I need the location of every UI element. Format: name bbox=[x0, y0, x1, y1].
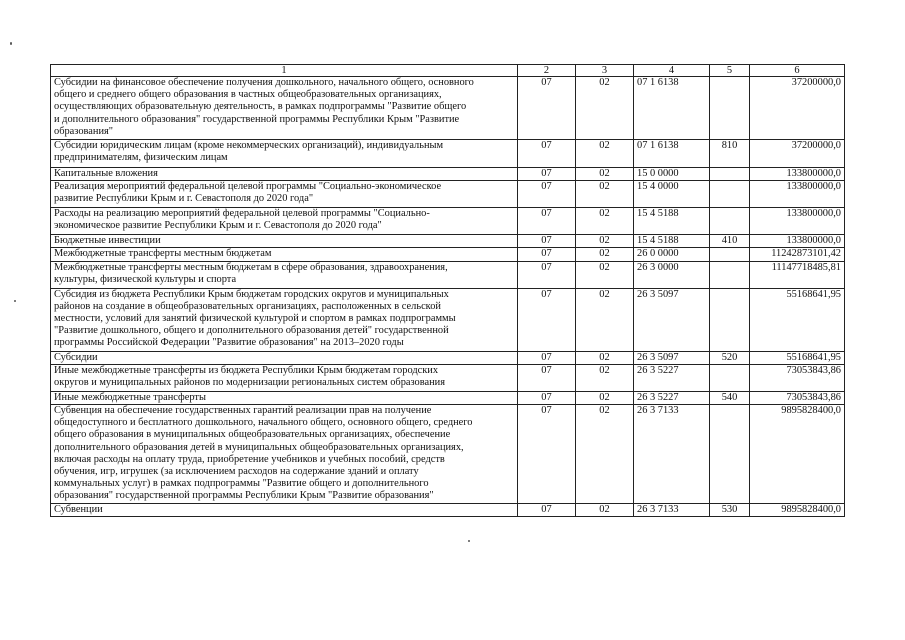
row-section: 07 bbox=[518, 504, 576, 517]
table-row bbox=[51, 364, 845, 391]
row-subsection: 02 bbox=[576, 504, 634, 517]
row-amount: 73053843,86 bbox=[750, 391, 845, 404]
column-number-3: 3 bbox=[576, 65, 634, 77]
row-name: Субсидии bbox=[51, 351, 518, 364]
row-section: 07 bbox=[518, 208, 576, 235]
column-number-2: 2 bbox=[518, 65, 576, 77]
scan-speck bbox=[468, 540, 470, 542]
row-expense-type bbox=[710, 288, 750, 351]
row-name: Капитальные вложения bbox=[51, 168, 518, 181]
row-subsection: 02 bbox=[576, 405, 634, 504]
row-target-code: 15 4 5188 bbox=[634, 235, 710, 248]
row-amount: 133800000,0 bbox=[750, 235, 845, 248]
row-amount: 133800000,0 bbox=[750, 181, 845, 208]
row-section: 07 bbox=[518, 288, 576, 351]
row-expense-type: 520 bbox=[710, 351, 750, 364]
row-name: Иные межбюджетные трансферты из бюджета Республики Крым бюджетам городских округов и муниципальных районов по модернизации региональных систем образования bbox=[51, 364, 518, 391]
row-amount: 11242873101,42 bbox=[750, 248, 845, 261]
row-target-code: 26 3 5227 bbox=[634, 364, 710, 391]
row-section: 07 bbox=[518, 248, 576, 261]
row-target-code: 26 3 7133 bbox=[634, 405, 710, 504]
column-number-1: 1 bbox=[51, 65, 518, 77]
row-amount: 133800000,0 bbox=[750, 168, 845, 181]
row-expense-type: 810 bbox=[710, 140, 750, 168]
table-row bbox=[51, 261, 845, 288]
row-subsection: 02 bbox=[576, 248, 634, 261]
column-number-5: 5 bbox=[710, 65, 750, 77]
budget-table bbox=[50, 64, 845, 517]
row-subsection: 02 bbox=[576, 181, 634, 208]
scan-speck bbox=[14, 300, 16, 302]
row-amount: 9895828400,0 bbox=[750, 504, 845, 517]
row-amount: 37200000,0 bbox=[750, 77, 845, 140]
row-section: 07 bbox=[518, 391, 576, 404]
column-number-4: 4 bbox=[634, 65, 710, 77]
row-subsection: 02 bbox=[576, 351, 634, 364]
row-section: 07 bbox=[518, 181, 576, 208]
row-subsection: 02 bbox=[576, 235, 634, 248]
row-expense-type bbox=[710, 77, 750, 140]
table-row bbox=[51, 391, 845, 404]
row-target-code: 15 4 0000 bbox=[634, 181, 710, 208]
row-target-code: 07 1 6138 bbox=[634, 77, 710, 140]
row-name: Субсидии юридическим лицам (кроме некоммерческих организаций), индивидуальным предпринимателям, физическим лицам bbox=[51, 140, 518, 168]
row-expense-type bbox=[710, 248, 750, 261]
table-row bbox=[51, 235, 845, 248]
row-expense-type bbox=[710, 168, 750, 181]
row-name: Реализация мероприятий федеральной целевой программы "Социально-экономическое развитие Республики Крым и г. Севастополя до 2020 года" bbox=[51, 181, 518, 208]
row-section: 07 bbox=[518, 405, 576, 504]
row-name: Бюджетные инвестиции bbox=[51, 235, 518, 248]
row-subsection: 02 bbox=[576, 140, 634, 168]
table-row bbox=[51, 168, 845, 181]
row-amount: 9895828400,0 bbox=[750, 405, 845, 504]
row-target-code: 26 3 5227 bbox=[634, 391, 710, 404]
row-section: 07 bbox=[518, 168, 576, 181]
table-row bbox=[51, 351, 845, 364]
table-row bbox=[51, 405, 845, 504]
row-expense-type bbox=[710, 364, 750, 391]
row-subsection: 02 bbox=[576, 168, 634, 181]
table-header-row bbox=[51, 65, 845, 77]
row-amount: 37200000,0 bbox=[750, 140, 845, 168]
row-target-code: 26 3 0000 bbox=[634, 261, 710, 288]
row-name: Субвенции bbox=[51, 504, 518, 517]
row-subsection: 02 bbox=[576, 77, 634, 140]
row-section: 07 bbox=[518, 77, 576, 140]
row-target-code: 15 0 0000 bbox=[634, 168, 710, 181]
row-name: Субсидия из бюджета Республики Крым бюджетам городских округов и муниципальных районов на создание в общеобразовательных организациях, расположенных в сельской местности, условий для занятий физической культурой и спортом в рамках подпрограммы "Развитие дошкольного, общего и дополнительного образования детей" государственной программы Российской Федерации "Развитие образования" на 2013–2020 годы bbox=[51, 288, 518, 351]
row-subsection: 02 bbox=[576, 288, 634, 351]
scan-speck bbox=[10, 42, 12, 45]
table-row bbox=[51, 140, 845, 168]
row-expense-type: 540 bbox=[710, 391, 750, 404]
row-expense-type bbox=[710, 405, 750, 504]
row-amount: 55168641,95 bbox=[750, 351, 845, 364]
row-name: Расходы на реализацию мероприятий федеральной целевой программы "Социально- экономическое развитие Республики Крым и г. Севастополя до 2020 года" bbox=[51, 208, 518, 235]
row-subsection: 02 bbox=[576, 391, 634, 404]
row-amount: 73053843,86 bbox=[750, 364, 845, 391]
table-row bbox=[51, 288, 845, 351]
row-expense-type: 410 bbox=[710, 235, 750, 248]
row-amount: 133800000,0 bbox=[750, 208, 845, 235]
row-expense-type: 530 bbox=[710, 504, 750, 517]
row-expense-type bbox=[710, 208, 750, 235]
row-target-code: 07 1 6138 bbox=[634, 140, 710, 168]
row-expense-type bbox=[710, 261, 750, 288]
row-section: 07 bbox=[518, 261, 576, 288]
row-section: 07 bbox=[518, 351, 576, 364]
row-subsection: 02 bbox=[576, 261, 634, 288]
row-amount: 55168641,95 bbox=[750, 288, 845, 351]
row-target-code: 26 3 5097 bbox=[634, 351, 710, 364]
table-row bbox=[51, 208, 845, 235]
row-name: Межбюджетные трансферты местным бюджетам bbox=[51, 248, 518, 261]
row-target-code: 26 3 5097 bbox=[634, 288, 710, 351]
row-section: 07 bbox=[518, 140, 576, 168]
table-row bbox=[51, 504, 845, 517]
table-row bbox=[51, 248, 845, 261]
row-name: Иные межбюджетные трансферты bbox=[51, 391, 518, 404]
row-expense-type bbox=[710, 181, 750, 208]
row-section: 07 bbox=[518, 235, 576, 248]
row-target-code: 26 0 0000 bbox=[634, 248, 710, 261]
row-target-code: 15 4 5188 bbox=[634, 208, 710, 235]
row-name: Межбюджетные трансферты местным бюджетам в сфере образования, здравоохранения, культуры, физической культуры и спорта bbox=[51, 261, 518, 288]
row-name: Субсидии на финансовое обеспечение получения дошкольного, начального общего, основного общего и среднего общего образования в частных общеобразовательных организациях, осуществляющих образовательную деятельность, в рамках подпрограммы "Развитие общего и дополнительного образования" государственной программы Республики Крым "Развитие образования" bbox=[51, 77, 518, 140]
row-target-code: 26 3 7133 bbox=[634, 504, 710, 517]
row-subsection: 02 bbox=[576, 364, 634, 391]
table-row bbox=[51, 77, 845, 140]
column-number-6: 6 bbox=[750, 65, 845, 77]
row-section: 07 bbox=[518, 364, 576, 391]
row-amount: 11147718485,81 bbox=[750, 261, 845, 288]
row-subsection: 02 bbox=[576, 208, 634, 235]
row-name: Субвенция на обеспечение государственных гарантий реализации прав на получение общедоступного и бесплатного дошкольного, начального общего, основного общего, среднего общего образования в муниципальных общеобразовательных организациях, обеспечение дополнительного образования детей в муниципальных общеобразовательных организациях, включая расходы на оплату труда, приобретение учебников и учебных пособий, средств обучения, игр, игрушек (за исключением расходов на содержание зданий и оплату коммунальных услуг) в рамках подпрограммы "Развитие общего и дополнительного образования" государственной программы Республики Крым "Развитие образования" bbox=[51, 405, 518, 504]
table-row bbox=[51, 181, 845, 208]
